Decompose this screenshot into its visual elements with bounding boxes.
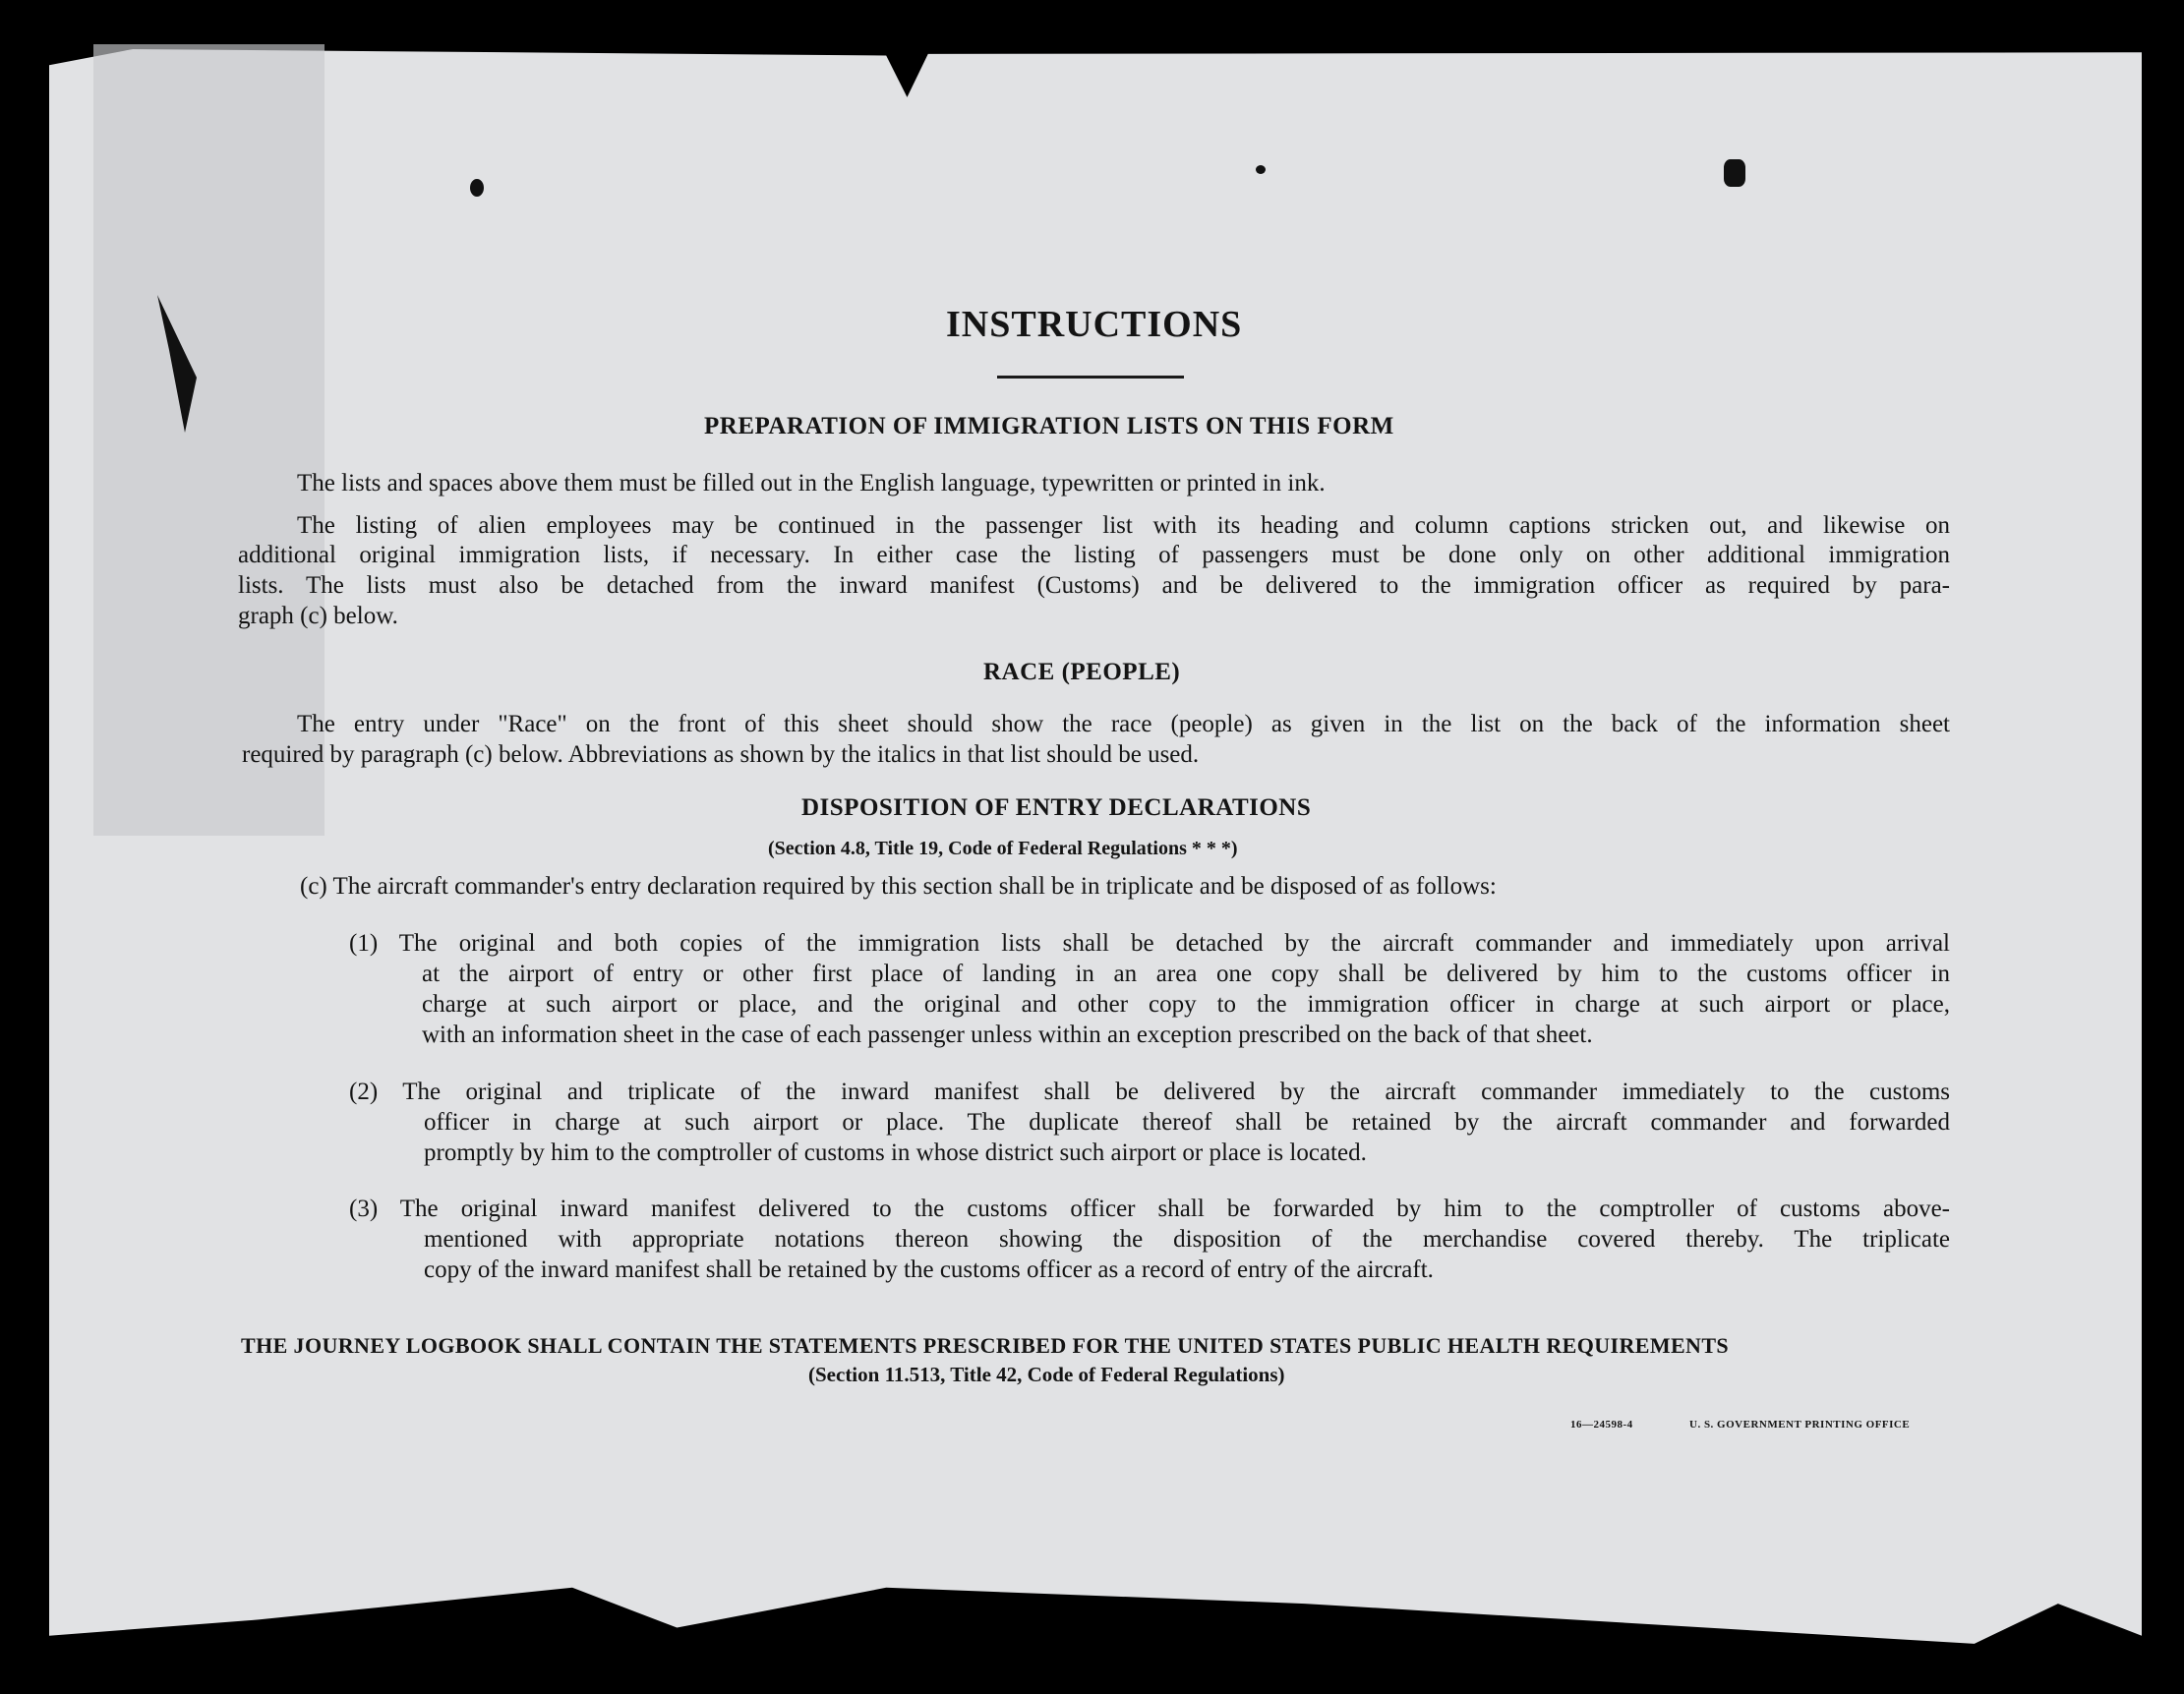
list-item-line: (2) The original and triplicate of the inward manifest shall be delivered by the aircraft commander immediately to the customs xyxy=(349,1079,1950,1105)
paragraph-line: The lists and spaces above them must be filled out in the English language, typewritten or printed in ink. xyxy=(297,470,1326,497)
list-item-line: with an information sheet in the case of each passenger unless within an exception prescribed on the back of that sheet. xyxy=(422,1022,1593,1048)
paragraph-line: The entry under "Race" on the front of this sheet should show the race (people) as given in the list on the back of the information sheet xyxy=(297,711,1950,737)
list-item-line: charge at such airport or place, and the original and other copy to the immigration officer in charge at such airport or place, xyxy=(422,991,1950,1018)
list-item-line: mentioned with appropriate notations thereon showing the disposition of the merchandise covered thereby. The triplicate xyxy=(424,1226,1950,1253)
paragraph-intro: (c) The aircraft commander's entry declaration required by this section shall be in triplicate and be disposed of as follows: xyxy=(300,873,1497,900)
paragraph-line: additional original immigration lists, if necessary. In either case the listing of passengers must be done only on other additional immigration xyxy=(238,542,1950,568)
form-number: 16—24598-4 xyxy=(1570,1419,1633,1431)
footer-statement: THE JOURNEY LOGBOOK SHALL CONTAIN THE STATEMENTS PRESCRIBED FOR THE UNITED STATES PUBLIC HEALTH REQUIREMENTS xyxy=(241,1333,1730,1358)
paragraph-line: The listing of alien employees may be continued in the passenger list with its heading and column captions stricken out, and likewise on xyxy=(297,512,1950,539)
list-item-line: copy of the inward manifest shall be retained by the customs officer as a record of entry of the aircraft. xyxy=(424,1256,1434,1283)
paragraph-line: graph (c) below. xyxy=(238,603,398,629)
section-citation: (Section 4.8, Title 19, Code of Federal Regulations * * *) xyxy=(768,838,1238,859)
paragraph-line: lists. The lists must also be detached from the inward manifest (Customs) and be delivered to the immigration officer as required by para- xyxy=(238,572,1950,599)
list-item-line: at the airport of entry or other first place of landing in an area one copy shall be delivered by him to the customs officer in xyxy=(422,961,1950,987)
list-item-line: (1) The original and both copies of the immigration lists shall be detached by the aircraft commander and immediately upon arrival xyxy=(349,930,1950,957)
list-item-line: promptly by him to the comptroller of customs in whose district such airport or place is located. xyxy=(424,1139,1367,1166)
printer-imprint: U. S. GOVERNMENT PRINTING OFFICE xyxy=(1689,1419,1911,1431)
page-title: INSTRUCTIONS xyxy=(946,304,1243,345)
section-heading-race: RACE (PEOPLE) xyxy=(983,659,1181,685)
section-heading-disposition: DISPOSITION OF ENTRY DECLARATIONS xyxy=(801,794,1312,821)
section-heading-preparation: PREPARATION OF IMMIGRATION LISTS ON THIS FORM xyxy=(704,413,1394,439)
list-item-line: officer in charge at such airport or place. The duplicate thereof shall be retained by the aircraft commander and forwarded xyxy=(424,1109,1950,1136)
paragraph-line: required by paragraph (c) below. Abbreviations as shown by the italics in that list should be used. xyxy=(242,741,1200,768)
footer-citation: (Section 11.513, Title 42, Code of Federal Regulations) xyxy=(808,1363,1285,1386)
title-underline xyxy=(997,376,1184,379)
list-item-line: (3) The original inward manifest delivered to the customs officer shall be forwarded by him to the comptroller of customs above- xyxy=(349,1196,1950,1222)
